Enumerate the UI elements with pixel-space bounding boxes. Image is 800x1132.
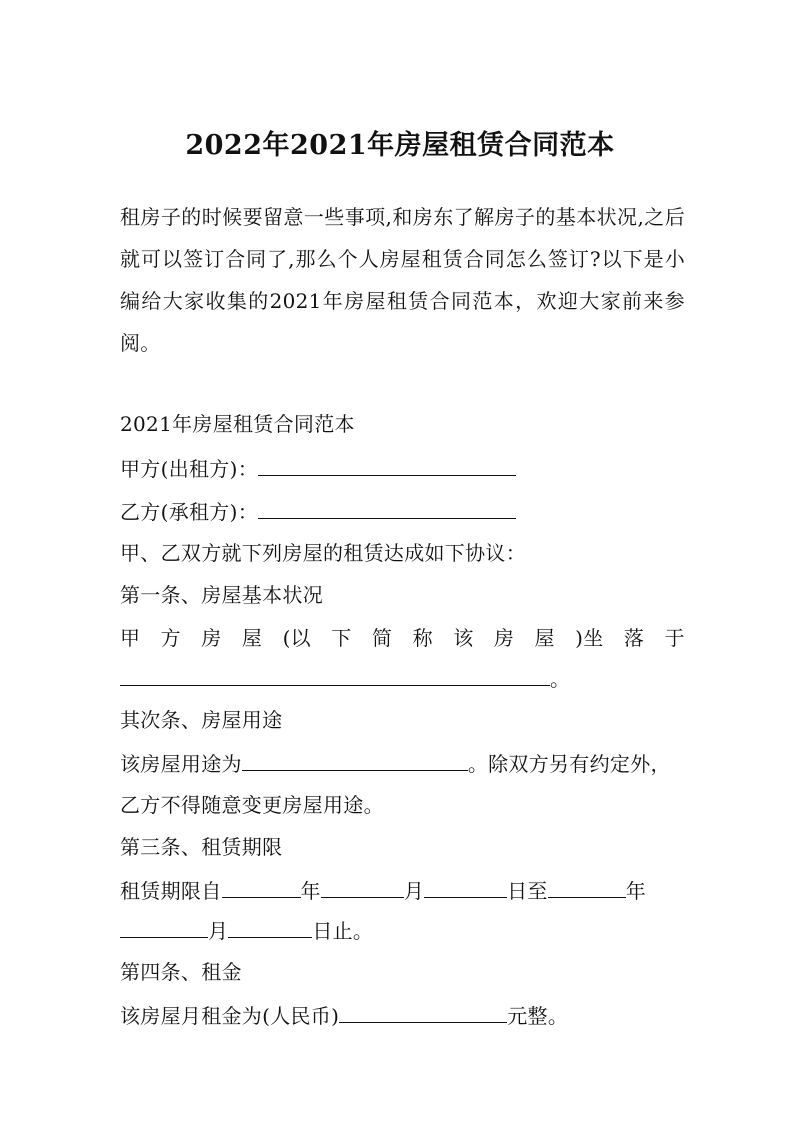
usage-blank bbox=[242, 749, 468, 771]
article1-char: 落 bbox=[623, 626, 645, 650]
article3-day-to: 日至 bbox=[507, 879, 548, 903]
article1-char: 屋 bbox=[534, 626, 555, 650]
article2-title: 其次条、房屋用途 bbox=[120, 708, 283, 732]
article1-text bbox=[120, 624, 685, 652]
article1-title: 第一条、房屋基本状况 bbox=[120, 583, 323, 607]
article1-char: 该 bbox=[453, 626, 474, 650]
article1-char: (以 bbox=[282, 626, 311, 650]
party-a-line bbox=[120, 454, 685, 483]
contract-heading: 2021年房屋租赁合同范本 bbox=[120, 412, 355, 436]
article1-end: 。 bbox=[550, 667, 571, 691]
article3-title: 第三条、租赁期限 bbox=[120, 835, 283, 859]
article4-text-line bbox=[120, 1001, 685, 1030]
article2-text-a: 该房屋用途为 bbox=[120, 752, 242, 776]
article1-char: 称 bbox=[412, 626, 433, 650]
article3-prefix: 租赁期限自 bbox=[120, 879, 222, 903]
article1-char: 房 bbox=[201, 626, 222, 650]
article1-address-line bbox=[120, 664, 685, 693]
article4-text-a: 该房屋月租金为(人民币) bbox=[120, 1004, 340, 1028]
end-month-blank bbox=[120, 916, 208, 938]
article1-char: 房 bbox=[493, 626, 515, 650]
article2-text-b: 。除双方另有约定外， bbox=[467, 752, 671, 776]
agreement-line: 甲、乙双方就下列房屋的租赁达成如下协议： bbox=[120, 541, 526, 565]
article3-line2 bbox=[120, 916, 685, 945]
article4-text-b: 元整。 bbox=[507, 1004, 569, 1028]
intro-paragraph: 租房子的时候要留意一些事项,和房东了解房子的基本状况,之后就可以签订合同了,那么个人房屋租赁合同怎么签订?以下是小编给大家收集的2021年房屋租赁合同范本，欢迎大家前来参阅。 bbox=[120, 205, 685, 355]
article1-char: )坐 bbox=[575, 626, 604, 650]
article3-month2: 月 bbox=[208, 919, 229, 943]
rent-amount-blank bbox=[339, 1001, 507, 1023]
article3-year: 年 bbox=[300, 879, 321, 903]
end-day-blank bbox=[228, 916, 312, 938]
party-b-blank bbox=[258, 497, 516, 519]
article1-char: 屋 bbox=[241, 626, 263, 650]
article3-month: 月 bbox=[403, 879, 425, 903]
start-year-blank bbox=[222, 876, 301, 898]
article1-char: 方 bbox=[160, 626, 181, 650]
start-month-blank bbox=[321, 876, 404, 898]
address-blank bbox=[120, 664, 550, 686]
article1-char: 于 bbox=[664, 626, 685, 650]
party-b-label: 乙方(承租方)： bbox=[120, 500, 259, 524]
start-day-blank bbox=[424, 876, 507, 898]
article4-title: 第四条、租金 bbox=[120, 960, 242, 984]
article3-end: 日止。 bbox=[312, 919, 374, 943]
end-year-blank bbox=[548, 876, 626, 898]
article2-text-line bbox=[120, 749, 685, 778]
article2-text-c: 乙方不得随意变更房屋用途。 bbox=[120, 793, 384, 817]
article3-line1 bbox=[120, 876, 685, 905]
document-title: 2022年2021年房屋租赁合同范本 bbox=[185, 130, 615, 161]
article1-char: 简 bbox=[371, 626, 393, 650]
article3-year2: 年 bbox=[625, 879, 647, 903]
party-b-line bbox=[120, 497, 685, 526]
article1-char: 甲 bbox=[120, 626, 141, 650]
party-a-label: 甲方(出租方)： bbox=[120, 457, 259, 481]
party-a-blank bbox=[258, 454, 516, 476]
article1-char: 下 bbox=[331, 626, 352, 650]
